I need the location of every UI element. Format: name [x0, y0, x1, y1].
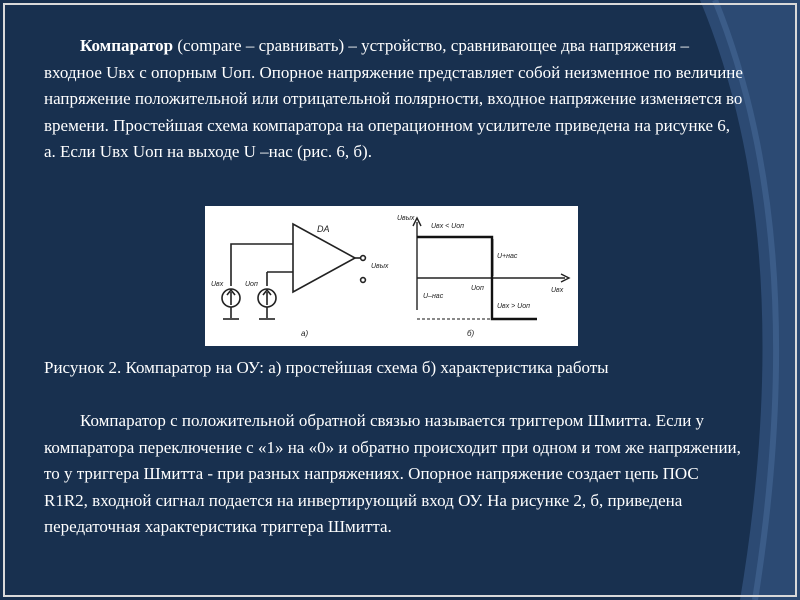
pos-sat-label: U+нас — [497, 253, 518, 260]
term-comparator: Компаратор — [80, 36, 174, 55]
neg-sat-label: U–нас — [423, 293, 444, 300]
vref-label: Uоп — [245, 281, 258, 288]
schmitt-paragraph: Компаратор с положительной обратной связью называется триггером Шмитта. Если у компаратора переключение с «1» на «0» и обратно происходит при одном и том же напряжении, то у триггера Шмитта - при разных напряжениях. Опорное напряжение создает цепь ПОС R1R2, входной сигнал подается на инвертирующий вход ОУ. На рисунке 2, б, приведена передаточная характеристика триггера Шмитта. — [44, 411, 741, 536]
figure-drawing — [205, 206, 578, 346]
ground-terminal — [361, 278, 366, 283]
circuit-caption: а) — [301, 329, 309, 338]
intro-paragraph — [44, 33, 744, 166]
comparator-figure — [205, 206, 578, 346]
vin-label: Uвх — [211, 281, 224, 288]
graph-y-label: Uвых — [397, 215, 415, 222]
bottom-condition-label: Uвх > Uоп — [497, 303, 530, 310]
graph-caption: б) — [467, 329, 475, 338]
intro-paragraph-text: (compare – сравнивать) – устройство, сравнивающее два напряжения – входное Uвх с опорным Uоп. Опорное напряжение представляет собой неизменное по величине напряжение положительной или отрицательной полярности, входное напряжение изменяется во времени. Простейшая схема компаратора на операционном усилителе приведена на рисунке 6, а. Если Uвх Uоп на выходе U –нас (рис. 6, б). — [44, 36, 743, 161]
top-condition-label: Uвх < Uоп — [431, 223, 464, 230]
opamp-symbol — [293, 224, 355, 292]
output-terminal — [361, 256, 366, 261]
figure-caption: Рисунок 2. Компаратор на ОУ: а) простейшая схема б) характеристика работы — [44, 358, 609, 377]
source-vin-wire — [231, 244, 260, 286]
graph-vref-label: Uоп — [471, 285, 484, 292]
graph-x-label: Uвх — [551, 287, 564, 294]
transfer-characteristic — [413, 218, 569, 319]
opamp-label: DA — [317, 224, 330, 234]
comparator-circuit — [222, 224, 365, 319]
vout-label: Uвых — [371, 263, 389, 270]
